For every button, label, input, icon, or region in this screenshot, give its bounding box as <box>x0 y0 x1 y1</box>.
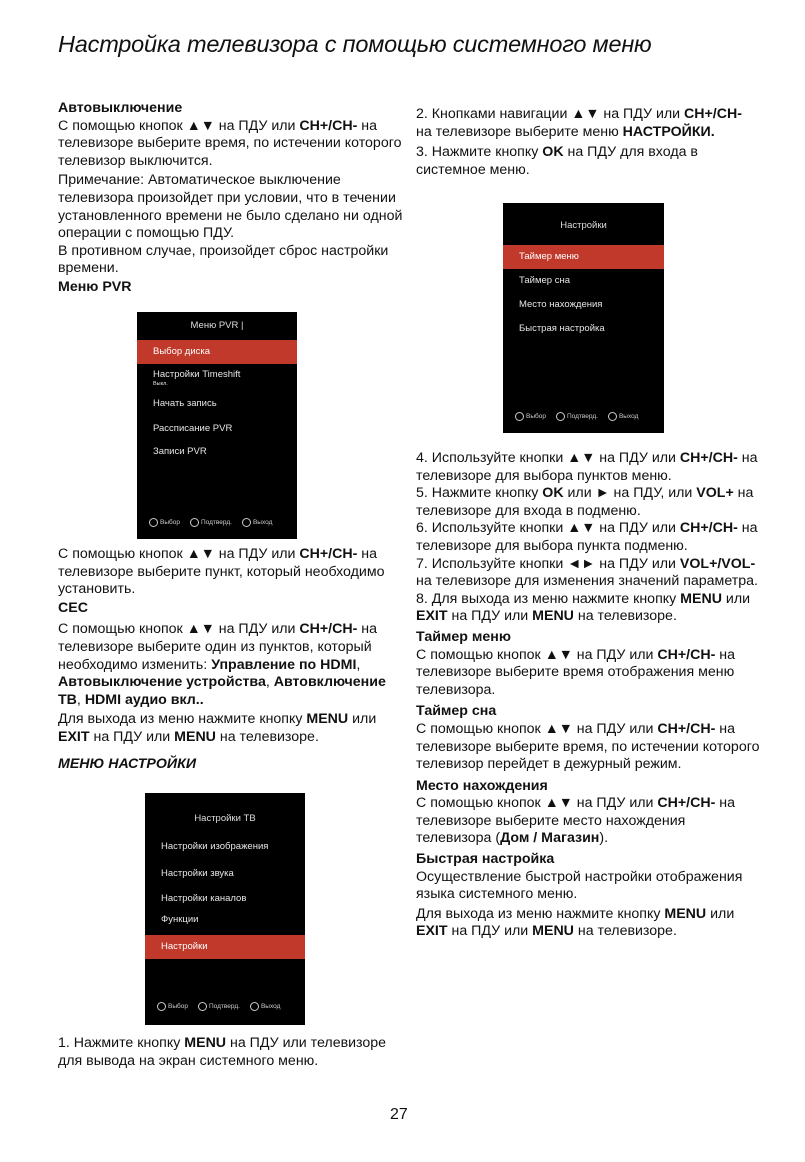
cec-text: С помощью кнопок ▲▼ на ПДУ или CH+/CH- на телевизоре выберите один из пунктов, который необходимо изменить: Управление по HDMI, Автовыключение устройства, Автовключение ТВ, HDMI аудио вкл.. <box>58 621 386 708</box>
pvr-heading: Меню PVR <box>58 278 132 295</box>
location-text: С помощью кнопок ▲▼ на ПДУ или CH+/CH- на телевизоре выберите место нахождения телевизора (Дом / Магазин). <box>416 795 735 847</box>
menu-timer-heading: Таймер меню <box>416 628 511 645</box>
step-1: 1. Нажмите кнопку MENU на ПДУ или телевизоре для вывода на экран системного меню. <box>58 1035 387 1069</box>
right-column <box>416 106 761 179</box>
tv-settings-screen <box>145 793 305 1025</box>
tv-item-functions[interactable]: Функции <box>161 914 199 925</box>
tv-item-channels[interactable]: Настройки каналов <box>161 893 247 904</box>
pvr-item-disk[interactable]: Выбор диска <box>137 340 297 364</box>
step-4: 4. Используйте кнопки ▲▼ на ПДУ или CH+/CH- на телевизоре для выбора пунктов меню. <box>416 450 758 484</box>
tv-settings-title: Настройки ТВ <box>194 813 256 824</box>
cec-heading: CEC <box>58 599 88 616</box>
ok-icon <box>198 1002 207 1011</box>
tv-item-picture[interactable]: Настройки изображения <box>161 841 269 852</box>
ok-icon <box>190 518 199 527</box>
pvr-screen-title: Меню PVR | <box>190 320 244 331</box>
step-2: 2. Кнопками навигации ▲▼ на ПДУ или CH+/CH- на телевизоре выберите меню НАСТРОЙКИ. <box>416 106 742 140</box>
quick-setup-heading: Быстрая настройка <box>416 851 555 868</box>
pvr-item-recordings[interactable]: Записи PVR <box>153 446 207 457</box>
page-number: 27 <box>390 1106 408 1123</box>
quick-setup-exit: Для выхода из меню нажмите кнопку MENU или EXIT на ПДУ или MENU на телевизоре. <box>416 905 735 940</box>
auto-off-heading: Автовыключение <box>58 100 183 116</box>
step-5: 5. Нажмите кнопку OK или ► на ПДУ, или VOL+ на телевизоре для входа в подменю. <box>416 485 754 519</box>
menu-timer-text: С помощью кнопок ▲▼ на ПДУ или CH+/CH- на телевизоре выберите время отображения меню телевизора. <box>416 646 735 698</box>
location-heading: Место нахождения <box>416 777 548 794</box>
exit-icon <box>250 1002 259 1011</box>
sleep-timer-heading: Таймер сна <box>416 703 497 720</box>
settings-item-location[interactable]: Место нахождения <box>519 299 603 310</box>
settings-item-quick[interactable]: Быстрая настройка <box>519 323 605 334</box>
left-column <box>58 100 403 297</box>
select-icon <box>149 518 158 527</box>
right-column-2 <box>416 450 761 941</box>
tv-item-settings[interactable]: Настройки <box>145 935 305 959</box>
page-title: Настройка телевизора с помощью системного меню <box>58 31 652 57</box>
auto-off-note: Примечание: Автоматическое выключение телевизора произойдет при условии, что в течении установленного времени не было сделано ни одной операции с помощью ПДУ. <box>58 172 403 242</box>
pvr-footer: Выбор Подтверд. Выход <box>149 517 272 529</box>
exit-icon <box>608 412 617 421</box>
settings-footer: Выбор Подтверд. Выход <box>515 411 638 423</box>
left-column-2 <box>58 546 403 773</box>
settings-screen-title: Настройки <box>560 220 607 231</box>
settings-menu-heading: МЕНЮ НАСТРОЙКИ <box>58 755 197 772</box>
tv-item-sound[interactable]: Настройки звука <box>161 868 234 879</box>
step-3: 3. Нажмите кнопку OK на ПДУ для входа в системное меню. <box>416 144 698 178</box>
select-icon <box>515 412 524 421</box>
step-7: 7. Используйте кнопки ◄► на ПДУ или VOL+/VOL- на телевизоре для изменения значений параметра. <box>416 555 758 590</box>
pvr-item-record[interactable]: Начать запись <box>153 398 217 409</box>
pvr-item-timeshift[interactable]: Настройки Timeshift Выкл. <box>153 369 241 387</box>
settings-screen <box>503 203 664 433</box>
pvr-item-schedule[interactable]: Рассписание PVR <box>153 423 233 434</box>
auto-off-note-2: В противном случае, произойдет сброс настройки времени. <box>58 242 389 277</box>
select-icon <box>157 1002 166 1011</box>
step-8: 8. Для выхода из меню нажмите кнопку MENU или EXIT на ПДУ или MENU на телевизоре. <box>416 590 751 625</box>
pvr-menu-screen <box>137 312 297 539</box>
ok-icon <box>556 412 565 421</box>
step-6: 6. Используйте кнопки ▲▼ на ПДУ или CH+/CH- на телевизоре для выбора пункта подменю. <box>416 520 758 554</box>
sleep-timer-text: С помощью кнопок ▲▼ на ПДУ или CH+/CH- на телевизоре выберите время, по истечении которого телевизор перейдет в дежурный режим. <box>416 720 760 773</box>
auto-off-text: С помощью кнопок ▲▼ на ПДУ или CH+/CH- на телевизоре выберите время, по истечении которого телевизор выключится. <box>58 117 402 169</box>
quick-setup-text: Осуществление быстрой настройки отображения языка системного меню. <box>416 868 743 903</box>
pvr-after-text: С помощью кнопок ▲▼ на ПДУ или CH+/CH- на телевизоре выберите пункт, который необходимо установить. <box>58 546 385 598</box>
cec-exit-text: Для выхода из меню нажмите кнопку MENU или EXIT на ПДУ или MENU на телевизоре. <box>58 711 377 745</box>
exit-icon <box>242 518 251 527</box>
settings-item-sleep-timer[interactable]: Таймер сна <box>519 275 570 286</box>
tv-settings-footer: Выбор Подтверд. Выход <box>157 1001 280 1013</box>
left-column-3 <box>58 1035 403 1070</box>
settings-item-menu-timer[interactable]: Таймер меню <box>503 245 664 269</box>
